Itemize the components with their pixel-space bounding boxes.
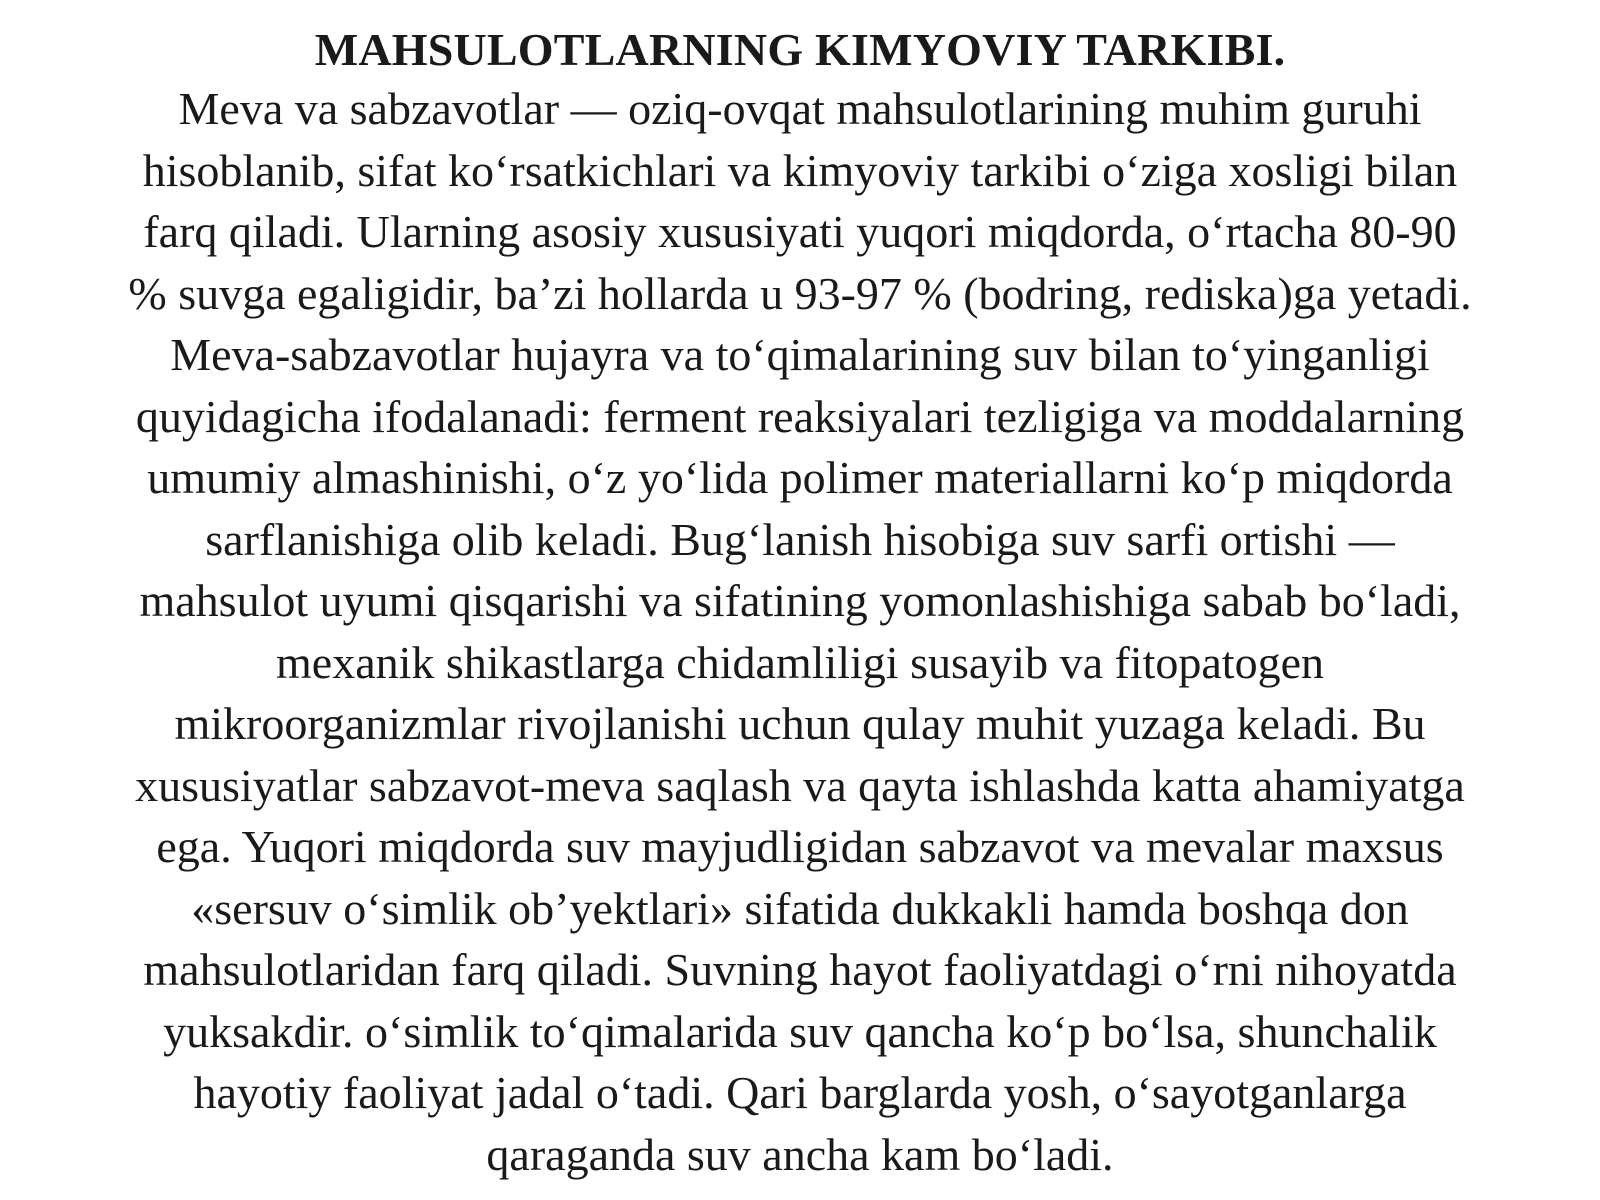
paragraph-line: qaraganda suv ancha kam bo‘ladi. <box>486 1128 1114 1180</box>
document-title: MAHSULOTLARNING KIMYOVIY TARKIBI. <box>314 24 1286 75</box>
paragraph-line: Meva-sabzavotlar hujayra va to‘qimalarining suv bilan to‘yinganligi <box>170 329 1430 380</box>
paragraph-line: hisoblanib, sifat ko‘rsatkichlari va kimyoviy tarkibi o‘ziga xosligi bilan <box>142 144 1458 196</box>
document-paragraph <box>40 78 1560 1185</box>
paragraph-line: Meva va sabzavotlar — oziq-ovqat mahsulotlarining muhim guruhi <box>178 83 1422 134</box>
paragraph-line: % suvga egaligidir, ba’zi hollarda u 93-97 % (bodring, rediska)ga yetadi. <box>128 267 1472 319</box>
paragraph-line: sarflanishiga olib keladi. Bug‘lanish hisobiga suv sarfi ortishi — <box>205 513 1395 565</box>
paragraph-line: mikroorganizmlar rivojlanishi uchun qulay muhit yuzaga keladi. Bu <box>174 698 1426 749</box>
paragraph-line: mahsulotlaridan farq qiladi. Suvning hayot faoliyatdagi o‘rni nihoyatda <box>143 944 1457 995</box>
paragraph-line: ega. Yuqori miqdorda suv mayjudligidan sabzavot va mevalar maxsus <box>156 821 1444 872</box>
paragraph-line: yuksakdir. o‘simlik to‘qimalarida suv qancha ko‘p bo‘lsa, shunchalik <box>163 1005 1437 1057</box>
paragraph-line: farq qiladi. Ularning asosiy xususiyati yuqori miqdorda, o‘rtacha 80-90 <box>143 206 1457 257</box>
paragraph-line: umumiy almashinishi, o‘z yo‘lida polimer materiallarni ko‘p miqdorda <box>147 452 1453 503</box>
paragraph-line: mahsulot uyumi qisqarishi va sifatining yomonlashishiga sabab bo‘ladi, <box>139 575 1461 626</box>
paragraph-line: hayotiy faoliyat jadal o‘tadi. Qari barglarda yosh, o‘sayotganlarga <box>193 1067 1407 1118</box>
paragraph-line: xususiyatlar sabzavot-meva saqlash va qayta ishlashda katta ahamiyatga <box>135 759 1465 811</box>
paragraph-line: mexanik shikastlarga chidamliligi susayib va fitopatogen <box>276 636 1324 688</box>
paragraph-line: quyidagicha ifodalanadi: ferment reaksiyalari tezligiga va moddalarning <box>135 390 1465 442</box>
paragraph-line: «sersuv o‘simlik ob’yektlari» sifatida dukkakli hamda boshqa don <box>191 882 1409 934</box>
